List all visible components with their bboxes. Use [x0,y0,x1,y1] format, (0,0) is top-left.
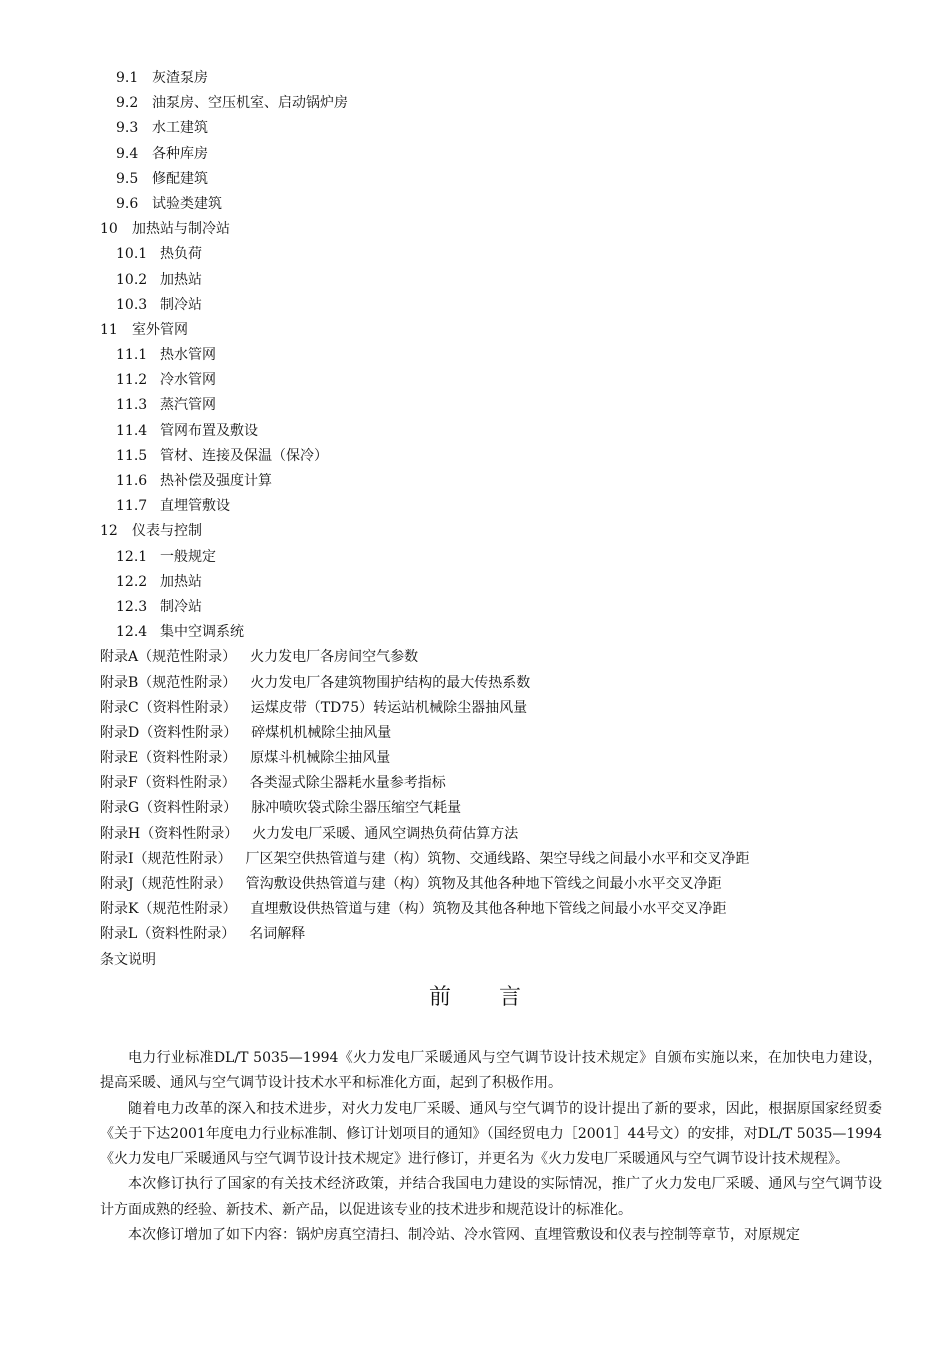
toc-title: 管沟敷设供热管道与建（构）筑物及其他各种地下管线之间最小水平交叉净距 [245,876,722,892]
toc-entry[interactable] [0,268,950,293]
toc-title: 蒸汽管网 [160,397,216,414]
toc-number: 10.1 [116,246,148,263]
toc-number: 10.3 [116,296,148,313]
toc-number: 附录J（规范性附录） [100,876,232,892]
toc-entry[interactable] [0,419,950,444]
toc-number: 10.2 [116,271,148,288]
toc-entry[interactable] [0,545,950,570]
toc-title: 直埋敷设供热管道与建（构）筑物及其他各种地下管线之间最小水平交叉净距 [250,901,727,918]
toc-number: 附录B（规范性附录） [100,674,237,691]
toc-entry[interactable] [0,570,950,595]
toc-number: 12.3 [116,598,148,615]
toc-number: 附录H（资料性附录） [100,825,239,842]
toc-title: 脉冲喷吹袋式除尘器压缩空气耗量 [251,800,462,817]
toc-title: 加热站与制冷站 [132,221,230,238]
toc-title: 冷水管网 [160,372,216,389]
preface-paragraph: 随着电力改革的深入和技术进步，对火力发电厂采暖、通风与空气调节的设计提出了新的要求，因此，根据原国家经贸委《关于下达2001年度电力行业标准制、修订计划项目的通知》（国经贸电力［2001］44号文）的安排，对DL/T 5035—1994《火力发电厂采暖通风与空气调节设计技术规定》进行修订，并更名为《火力发电厂采暖通风与空气调节设计技术规程》。 [100,1100,882,1168]
toc-entry[interactable] [0,469,950,494]
toc-title: 热水管网 [160,347,216,364]
toc-title: 水工建筑 [152,120,208,137]
toc-entry[interactable] [0,242,950,267]
toc-appendix-entry[interactable] [0,721,950,746]
preface-paragraph: 本次修订增加了如下内容：锅炉房真空清扫、制冷站、冷水管网、直埋管敷设和仪表与控制等章节，对原规定 [128,1227,800,1244]
toc-title: 油泵房、空压机室、启动锅炉房 [152,95,348,112]
toc-number: 9.1 [116,70,139,86]
toc-number: 11.5 [116,447,148,464]
toc-entry[interactable] [0,142,950,167]
toc-title: 碎煤机机械除尘抽风量 [251,724,392,741]
toc-number: 9.3 [116,120,139,137]
toc-number: 11.1 [116,347,148,364]
toc-title: 原煤斗机械除尘抽风量 [250,750,391,767]
toc-title: 灰渣泵房 [152,70,208,86]
toc-title: 热补偿及强度计算 [160,473,272,489]
toc-entry[interactable] [0,494,950,519]
toc-title: 火力发电厂各房间空气参数 [250,649,419,666]
toc-number: 12 [100,523,118,540]
toc-title: 名词解释 [249,926,306,943]
toc-entry[interactable] [0,293,950,318]
toc-number: 9.4 [116,145,139,162]
toc-entry[interactable] [0,192,950,217]
toc-number: 11 [100,321,118,338]
toc-appendix-entry[interactable] [0,771,950,796]
toc-title: 集中空调系统 [160,624,244,641]
toc-appendix-entry[interactable] [0,671,950,696]
toc-entry[interactable] [0,167,950,192]
toc-appendix-entry[interactable] [0,948,950,973]
toc-number: 附录F（资料性附录） [100,775,236,792]
preface-paragraph: 电力行业标准DL/T 5035—1994《火力发电厂采暖通风与空气调节设计技术规定》自颁布实施以来，在加快电力建设，提高采暖、通风与空气调节设计技术水平和标准化方面，起到了积极作用。 [100,1050,882,1092]
toc-number: 11.2 [116,372,148,389]
toc-title: 修配建筑 [152,170,208,187]
toc-appendix-entry[interactable] [0,922,950,947]
toc-title: 热负荷 [160,246,202,263]
toc-number: 9.2 [116,95,139,112]
toc-entry[interactable] [0,444,950,469]
toc-entry[interactable] [0,519,950,544]
toc-title: 火力发电厂采暖、通风空调热负荷估算方法 [252,825,519,842]
toc-entry[interactable] [0,620,950,645]
toc-title: 直埋管敷设 [160,498,230,515]
toc-title: 各类湿式除尘器耗水量参考指标 [249,775,446,792]
table-of-contents [0,66,950,973]
toc-entry[interactable] [0,116,950,141]
toc-number: 附录K（规范性附录） [100,901,237,918]
toc-number: 11.3 [116,397,148,414]
toc-entry[interactable] [0,368,950,393]
toc-number: 附录C（资料性附录） [100,699,237,716]
toc-title: 火力发电厂各建筑物围护结构的最大传热系数 [250,674,531,691]
toc-number: 12.4 [116,624,148,641]
toc-title: 制冷站 [160,598,202,615]
toc-appendix-entry[interactable] [0,746,950,771]
toc-title: 仪表与控制 [132,523,202,540]
toc-title: 各种库房 [152,145,208,162]
toc-entry[interactable] [0,343,950,368]
toc-entry[interactable] [0,595,950,620]
toc-appendix-entry[interactable] [0,645,950,670]
toc-appendix-entry[interactable] [0,696,950,721]
toc-number: 附录D（资料性附录） [100,724,238,741]
toc-appendix-entry[interactable] [0,796,950,821]
toc-title: 加热站 [160,271,202,288]
toc-title: 加热站 [160,573,202,590]
toc-entry[interactable] [0,66,950,91]
toc-appendix-entry[interactable] [0,872,950,897]
toc-number: 附录E（资料性附录） [100,750,237,767]
toc-title: 一般规定 [160,548,216,565]
toc-number: 11.4 [116,422,148,439]
toc-number: 10 [100,221,118,238]
toc-appendix-entry[interactable] [0,847,950,872]
toc-number: 附录A（规范性附录） [100,649,237,666]
toc-title: 管材、连接及保温（保冷） [160,447,328,464]
toc-appendix-entry[interactable] [0,897,950,922]
toc-number: 12.2 [116,573,148,590]
toc-number: 附录L（资料性附录） [100,926,236,943]
toc-entry[interactable] [0,393,950,418]
toc-title: 运煤皮带（TD75）转运站机械除尘器抽风量 [250,699,528,716]
toc-title: 试验类建筑 [152,195,222,212]
toc-number: 11.6 [116,473,148,489]
toc-title: 厂区架空供热管道与建（构）筑物、交通线路、架空导线之间最小水平和交叉净距 [245,850,750,867]
toc-number: 附录G（资料性附录） [100,800,238,817]
toc-entry[interactable] [0,318,950,343]
toc-title: 室外管网 [132,321,188,338]
toc-appendix-entry[interactable] [0,822,950,847]
preface-paragraph: 本次修订执行了国家的有关技术经济政策，并结合我国电力建设的实际情况，推广了火力发电厂采暖、通风与空气调节设计方面成熟的经验、新技术、新产品，以促进该专业的技术进步和规范设计的标准化。 [100,1176,882,1218]
toc-entry[interactable] [0,217,950,242]
toc-number: 12.1 [116,548,148,565]
toc-number: 11.7 [116,498,148,515]
toc-number: 9.6 [116,195,139,212]
toc-number: 9.5 [116,170,139,187]
page-title: 前言 [428,985,569,1010]
toc-title: 管网布置及敷设 [160,422,258,439]
toc-number: 附录I（规范性附录） [100,850,232,867]
toc-title: 条文说明 [100,951,156,968]
preface-body [100,1046,882,1248]
toc-entry[interactable] [0,91,950,116]
toc-title: 制冷站 [160,296,202,313]
